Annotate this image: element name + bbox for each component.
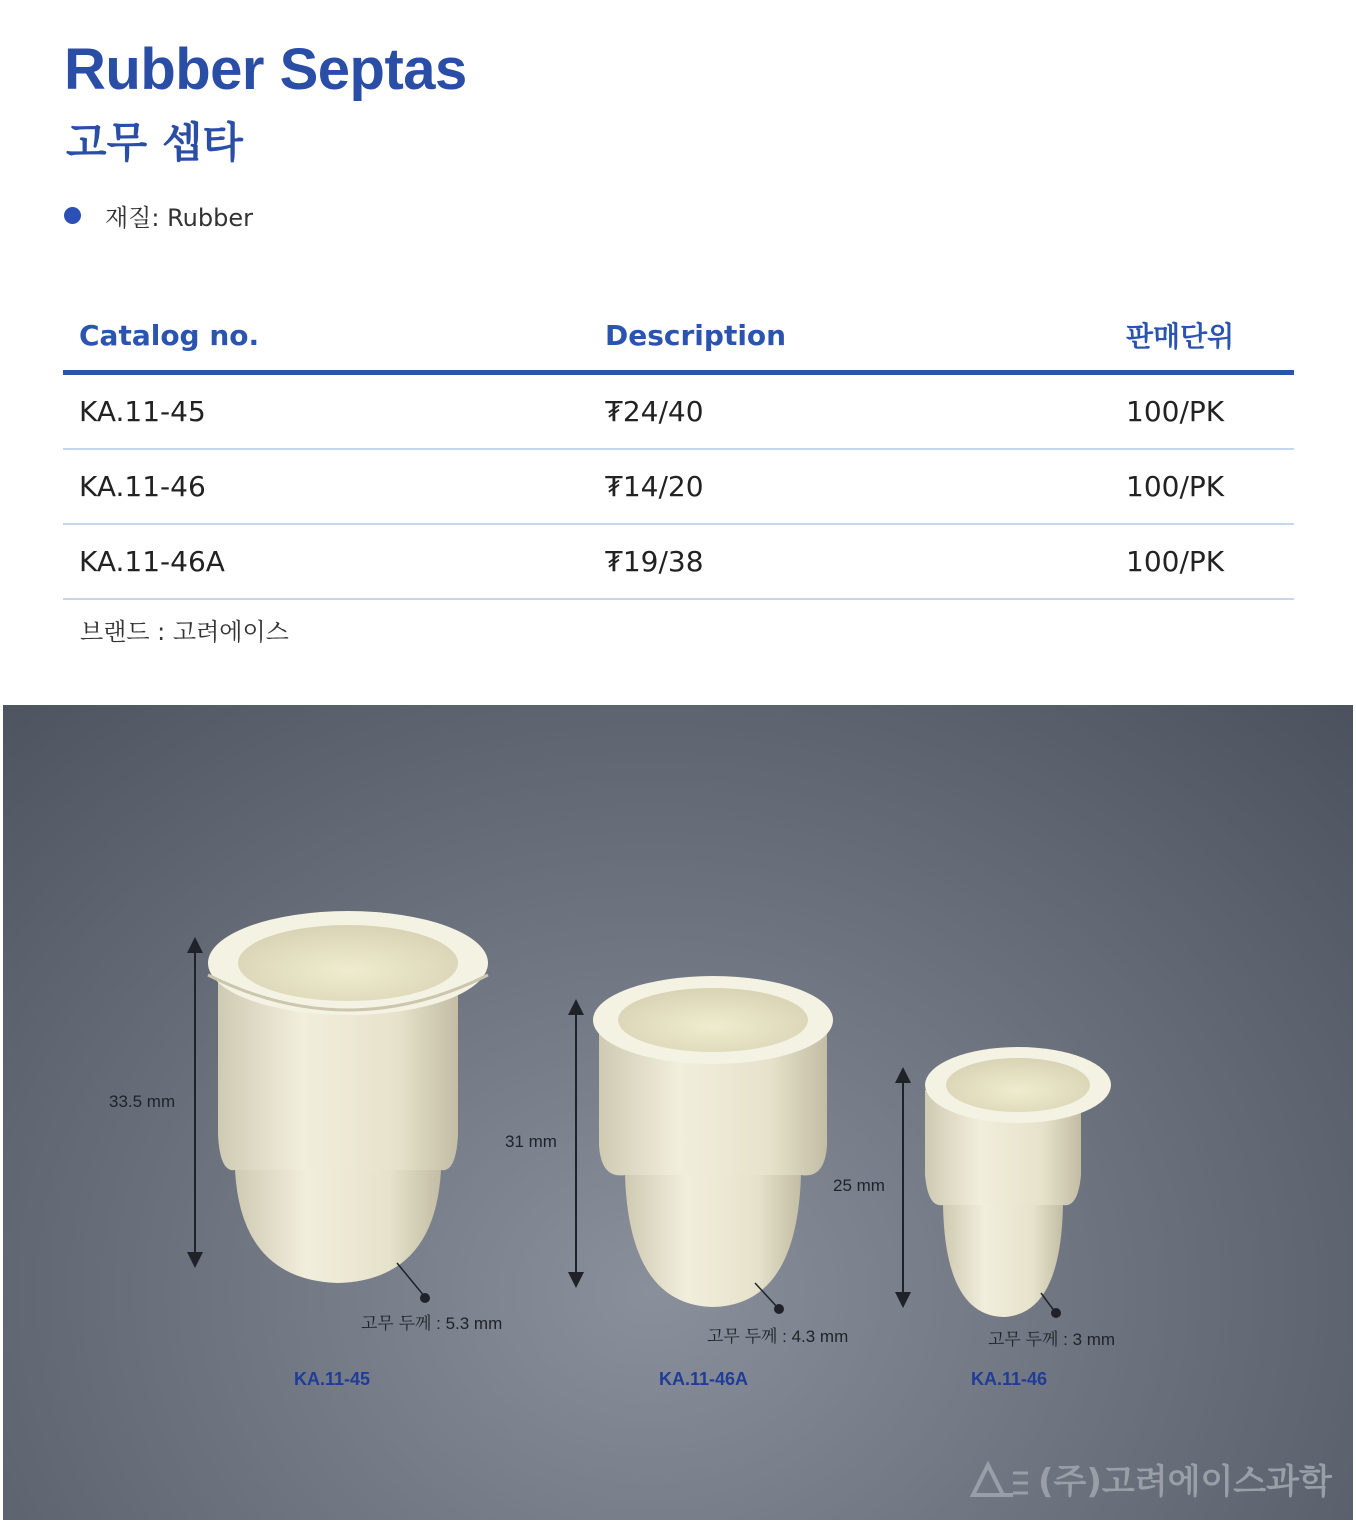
company-watermark: (주)고려에이스과학 (1038, 1462, 1332, 1502)
thickness-label: 고무 두께 : 4.3 mm (707, 1327, 849, 1346)
unit-cell: 100/PK (1110, 373, 1294, 450)
table-row (63, 449, 1294, 524)
page-subtitle: 고무 셉타 (66, 118, 243, 167)
product-photo (3, 705, 1353, 1520)
catalog-label: KA.11-45 (294, 1369, 371, 1389)
height-label: 31 mm (505, 1132, 557, 1151)
height-label: 25 mm (833, 1176, 885, 1195)
thickness-label: 고무 두께 : 5.3 mm (361, 1314, 503, 1333)
column-header-unit: 판매단위 (1110, 300, 1294, 373)
catalog-cell: KA.11-46 (63, 449, 589, 524)
description-cell: ₮14/20 (589, 449, 1110, 524)
catalog-label: KA.11-46A (659, 1369, 749, 1389)
height-label: 33.5 mm (109, 1092, 176, 1111)
company-logo-icon (973, 1465, 1028, 1495)
unit-cell: 100/PK (1110, 524, 1294, 599)
septum-small (925, 1047, 1111, 1317)
brand-text: 브랜드 : 고려에이스 (80, 618, 289, 646)
thickness-label: 고무 두께 : 3 mm (988, 1330, 1116, 1349)
description-cell: ₮19/38 (589, 524, 1110, 599)
table-row (63, 373, 1294, 450)
catalog-label: KA.11-46 (971, 1369, 1048, 1389)
product-photo-illustration (3, 705, 1353, 1520)
thickness-pointer-dot (1051, 1308, 1061, 1318)
description-cell: ₮24/40 (589, 373, 1110, 450)
material-text: 재질: Rubber (105, 204, 253, 232)
thickness-pointer (755, 1283, 778, 1308)
septum-medium (593, 976, 833, 1307)
catalog-cell: KA.11-46A (63, 524, 589, 599)
table-row (63, 524, 1294, 599)
thickness-pointer-dot (420, 1293, 430, 1303)
product-table (63, 300, 1294, 600)
catalog-cell: KA.11-45 (63, 373, 589, 450)
material-line (64, 198, 253, 233)
thickness-pointer-dot (774, 1304, 784, 1314)
thickness-pointer (397, 1263, 425, 1297)
table-header-row (63, 300, 1294, 373)
page-title: Rubber Septas (64, 37, 467, 102)
septum-large (208, 911, 488, 1283)
column-header-description: Description (589, 300, 1110, 373)
unit-cell: 100/PK (1110, 449, 1294, 524)
column-header-catalog: Catalog no. (63, 300, 589, 373)
bullet-icon (64, 207, 81, 224)
